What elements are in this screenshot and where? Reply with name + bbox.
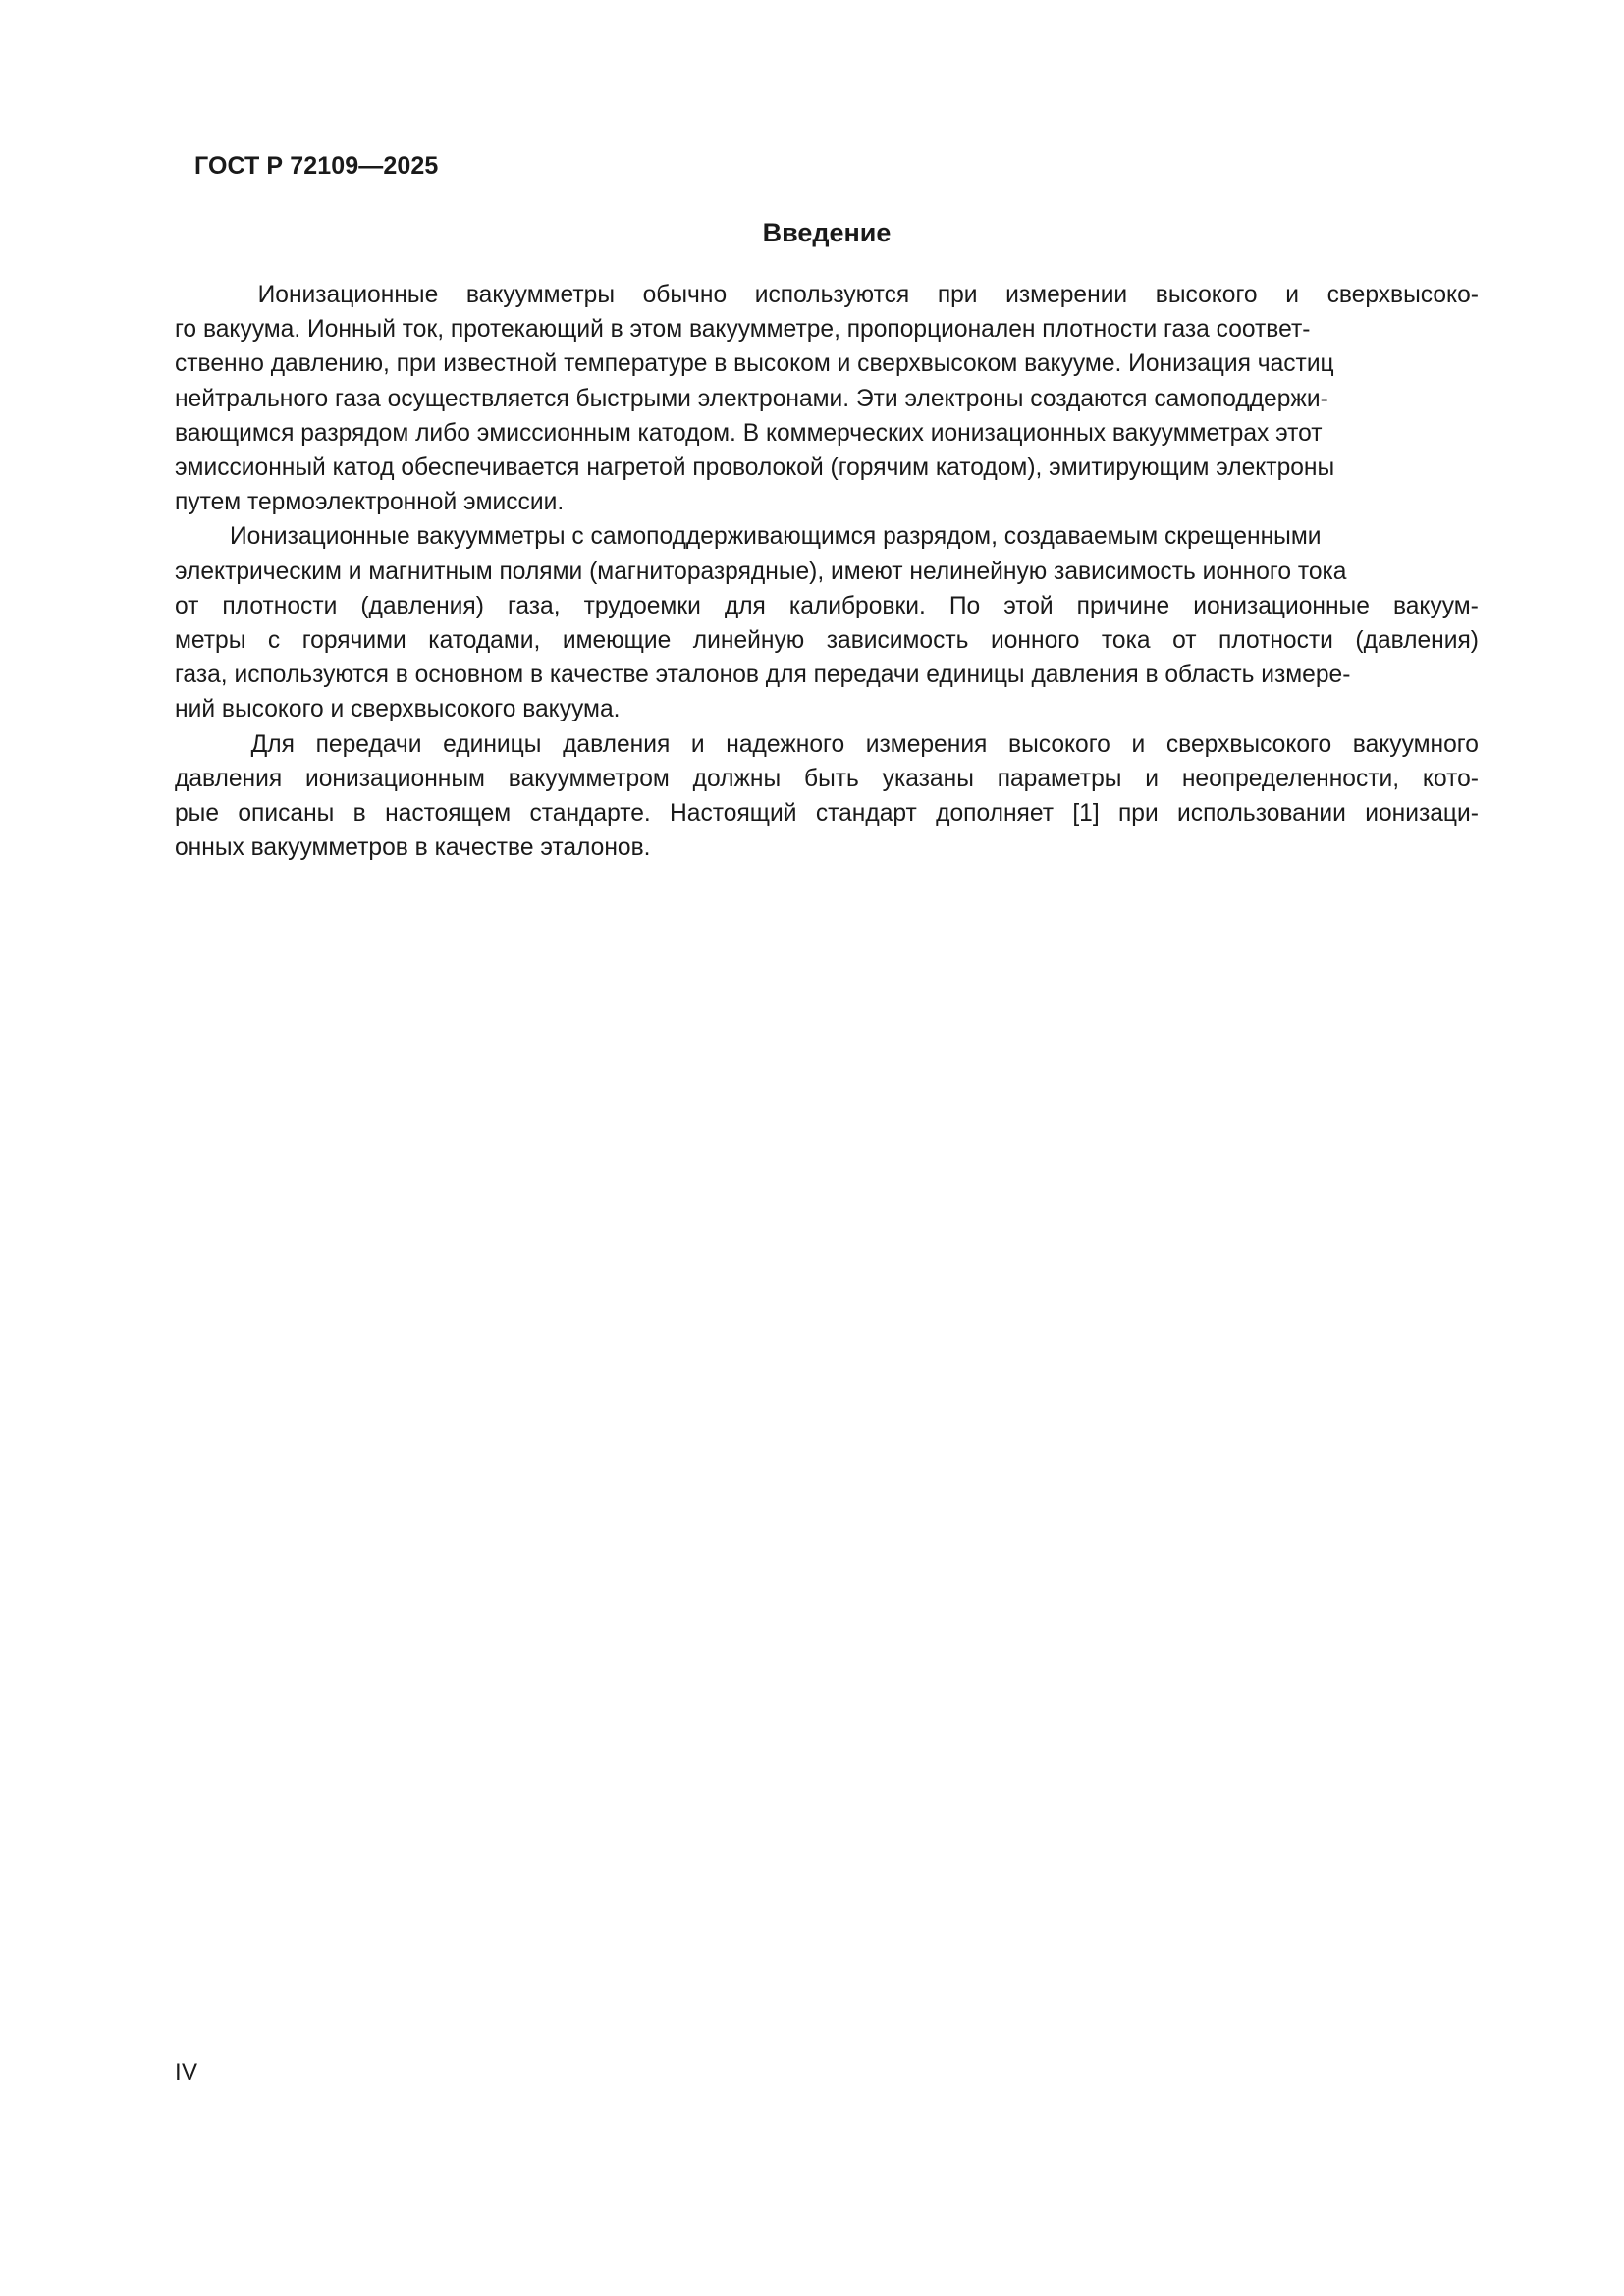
word: дополняет — [936, 800, 1054, 828]
page-number: IV — [175, 2059, 198, 2086]
body-text-block — [175, 278, 1479, 865]
text-line: онных вакуумметров в качестве эталонов. — [175, 834, 651, 862]
word: и — [1145, 765, 1159, 792]
word: ионизационные — [1193, 592, 1370, 619]
paragraph — [175, 278, 1479, 519]
word: (давления) — [1355, 627, 1479, 655]
word: давления — [175, 765, 283, 792]
text-line — [175, 589, 1479, 623]
word: описаны — [238, 800, 335, 828]
word: сверхвысокого — [1165, 730, 1332, 758]
word: рые — [175, 800, 220, 828]
text-line — [175, 278, 1479, 312]
word: при — [1117, 800, 1159, 828]
word: от — [1172, 627, 1197, 655]
text-line: нейтрального газа осуществляется быстрыми электронами. Эти электроны создаются самоподдержи- — [175, 385, 1328, 412]
word: ионизаци- — [1365, 800, 1479, 828]
word: обычно — [642, 282, 728, 308]
text-line: эмиссионный катод обеспечивается нагретой проволокой (горячим катодом), эмитирующим электроны — [175, 454, 1335, 482]
text-line: ственно давлению, при известной температуре в высоком и сверхвысоком вакууме. Ионизация частиц — [175, 350, 1334, 378]
word: горячими — [301, 627, 406, 655]
text-line: го вакуума. Ионный ток, протекающий в этом вакуумметре, пропорционален плотности газа соответ- — [175, 316, 1311, 344]
word: измерения — [865, 730, 988, 758]
word: при — [937, 282, 978, 308]
word: вакуум- — [1392, 592, 1479, 619]
word: единицы — [443, 730, 542, 758]
text-line — [175, 796, 1479, 830]
word: и — [690, 730, 705, 758]
word: использовании — [1177, 800, 1346, 828]
word: от — [175, 592, 199, 619]
word: стандарт — [815, 800, 917, 828]
word: должны — [692, 765, 782, 792]
word: сверхвысоко- — [1326, 282, 1479, 308]
text-line: электрическим и магнитным полями (магниторазрядные), имеют нелинейную зависимость ионного тока — [175, 558, 1347, 585]
paragraph — [175, 519, 1479, 726]
section-title: Введение — [762, 218, 892, 247]
word: для — [724, 592, 766, 619]
word: надежного — [726, 730, 845, 758]
word: вакуумметром — [508, 765, 670, 792]
word: метры — [175, 627, 246, 655]
word: вакуумного — [1352, 730, 1479, 758]
word: параметры — [997, 765, 1122, 792]
word: в — [352, 800, 366, 828]
word: зависимость — [826, 627, 969, 655]
word: давления — [563, 730, 671, 758]
word: плотности — [1218, 627, 1333, 655]
word: Для — [250, 730, 295, 758]
word: калибровки. — [788, 592, 926, 619]
word: Ионизационные — [257, 282, 439, 308]
paragraph — [175, 727, 1479, 866]
word: вакуумметры — [465, 282, 615, 308]
text-line — [175, 762, 1479, 796]
word: высокого — [1155, 282, 1258, 308]
word: указаны — [882, 765, 974, 792]
text-line: газа, используются в основном в качестве эталонов для передачи единицы давления в область измере- — [175, 662, 1351, 689]
word: стандарте. — [529, 800, 651, 828]
word: с — [267, 627, 281, 655]
text-line — [175, 623, 1479, 658]
text-line: вающимся разрядом либо эмиссионным катодом. В коммерческих ионизационных вакуумметрах этот — [175, 419, 1323, 447]
word: имеющие — [562, 627, 672, 655]
word: высокого — [1008, 730, 1110, 758]
word: причине — [1076, 592, 1170, 619]
word: быть — [804, 765, 859, 792]
word: (давления) — [360, 592, 484, 619]
word: газа, — [507, 592, 561, 619]
word: трудоемки — [583, 592, 701, 619]
word: плотности — [222, 592, 338, 619]
word: и — [1131, 730, 1146, 758]
word: ионизационным — [305, 765, 485, 792]
word: и — [1285, 282, 1299, 308]
word: используются — [754, 282, 910, 308]
text-line — [175, 727, 1479, 762]
word: По — [948, 592, 981, 619]
text-line: Ионизационные вакуумметры с самоподдерживающимся разрядом, создаваемым скрещенными — [230, 523, 1322, 551]
word: Настоящий — [670, 800, 797, 828]
text-line: путем термоэлектронной эмиссии. — [175, 489, 565, 516]
word: неопределенности, — [1181, 765, 1400, 792]
word: настоящем — [385, 800, 512, 828]
word: [1] — [1072, 800, 1100, 828]
word: кото- — [1422, 765, 1479, 792]
word: измерении — [1005, 282, 1128, 308]
text-line: ний высокого и сверхвысокого вакуума. — [175, 696, 621, 723]
word: ионного — [991, 627, 1080, 655]
word: катодами, — [428, 627, 541, 655]
word: тока — [1101, 627, 1151, 655]
word: передачи — [315, 730, 422, 758]
word: линейную — [692, 627, 805, 655]
running-header: ГОСТ Р 72109—2025 — [194, 152, 439, 180]
word: этой — [1003, 592, 1054, 619]
